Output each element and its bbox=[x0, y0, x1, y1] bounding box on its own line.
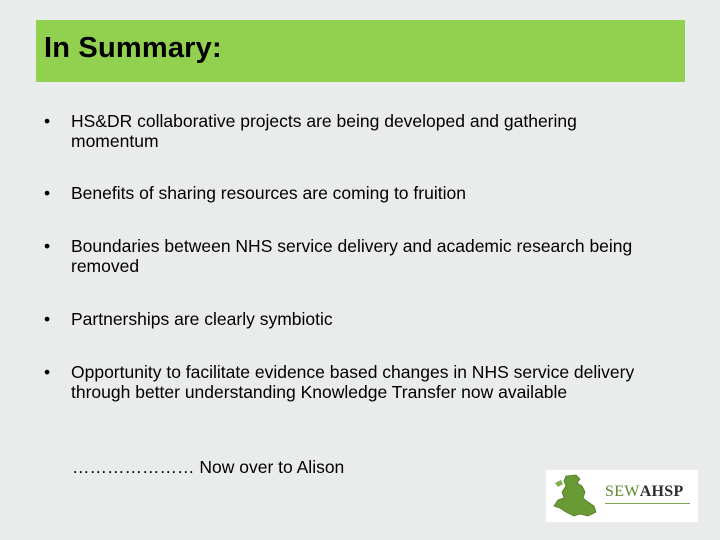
bullet-text: Boundaries between NHS service delivery and academic research being removed bbox=[71, 236, 633, 276]
bullet-icon: • bbox=[44, 362, 51, 382]
bullet-text: HS&DR collaborative projects are being developed and gathering momentum bbox=[71, 111, 577, 151]
bullet-icon: • bbox=[44, 236, 51, 256]
logo-name-part2: AHSP bbox=[639, 483, 684, 500]
bullet-text: Partnerships are clearly symbiotic bbox=[71, 309, 333, 329]
bullet-icon: • bbox=[44, 309, 51, 329]
bullet-item bbox=[44, 183, 664, 203]
bullet-text: Benefits of sharing resources are coming to fruition bbox=[71, 183, 466, 203]
closing-line: ………………… Now over to Alison bbox=[72, 457, 345, 477]
bullet-item bbox=[44, 309, 664, 329]
bullet-text: Opportunity to facilitate evidence based changes in NHS service delivery through better understanding Knowledge Transfer now available bbox=[71, 362, 635, 402]
bullet-item bbox=[44, 111, 664, 151]
wales-map-icon bbox=[552, 474, 602, 518]
slide-title: In Summary: bbox=[44, 32, 222, 64]
logo-divider bbox=[605, 503, 690, 504]
bullet-item bbox=[44, 236, 664, 276]
bullet-icon: • bbox=[44, 183, 51, 203]
bullet-item bbox=[44, 362, 664, 402]
sewahsp-logo bbox=[546, 470, 698, 522]
bullet-icon: • bbox=[44, 111, 51, 131]
logo-name-part1: SEW bbox=[605, 483, 640, 500]
logo-wordmark bbox=[605, 483, 684, 501]
